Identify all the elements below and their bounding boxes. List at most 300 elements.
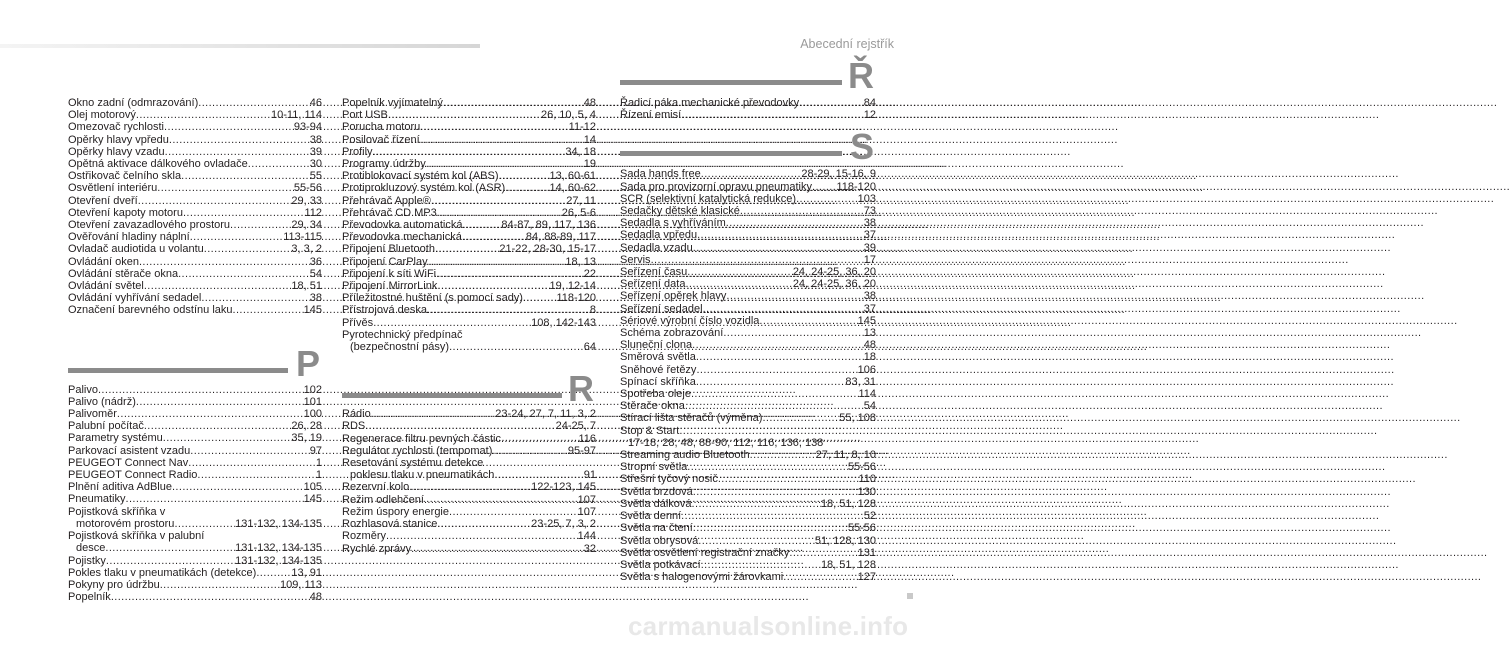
section-rule xyxy=(68,368,288,373)
entry-name: Sada hands free xyxy=(620,168,701,181)
leader-dots xyxy=(427,304,589,316)
leader-dots xyxy=(449,341,583,353)
entry-page: 48 xyxy=(583,97,596,109)
entry-page: 114 xyxy=(858,388,876,401)
leader-dots xyxy=(105,542,234,554)
index-entry xyxy=(68,304,322,316)
entry-name: Ostřikovač čelního skla xyxy=(68,170,182,183)
leader-dots xyxy=(685,278,791,290)
leader-dots xyxy=(750,449,815,461)
leader-dots xyxy=(190,231,283,243)
index-entry xyxy=(342,207,596,219)
leader-dots xyxy=(696,364,856,376)
index-entry xyxy=(620,205,876,217)
leader-dots xyxy=(204,243,291,255)
section-header-rr xyxy=(620,55,876,96)
entry-page: 144 xyxy=(577,530,596,543)
entry-name: Světla na čtení xyxy=(620,522,693,535)
section-letter: S xyxy=(849,126,874,168)
index-entry xyxy=(342,494,596,506)
leader-dots xyxy=(698,535,814,547)
entry-page: 18, 51, 128 xyxy=(820,497,876,510)
leader-dots xyxy=(692,498,820,510)
corner-marker xyxy=(907,593,913,599)
entry-page: 38 xyxy=(309,292,322,305)
entry-name: Protiprokluzový systém kol (ASR) xyxy=(342,182,506,195)
leader-dots xyxy=(789,547,856,559)
entry-name: Režim úspory energie xyxy=(342,505,449,518)
section-rule xyxy=(342,393,562,398)
entry-page: 28-29, 15-16, 9 xyxy=(801,168,876,181)
entry-name: Převodovka automatická xyxy=(342,219,463,232)
entry-name: Přívěs xyxy=(342,316,374,329)
leader-dots xyxy=(696,376,845,388)
index-entry xyxy=(620,412,876,424)
entry-name: Ovládání stěrače okna xyxy=(68,267,179,280)
index-entry xyxy=(68,158,322,170)
leader-dots xyxy=(718,473,858,485)
section-letter: P xyxy=(295,342,320,384)
index-entry xyxy=(620,486,876,498)
leader-dots xyxy=(428,256,565,268)
entry-page: 21-22, 28-30, 15-17 xyxy=(499,243,596,256)
index-entry xyxy=(342,518,596,530)
entry-name: Sedadla vzadu xyxy=(620,241,693,254)
entry-page: 55 xyxy=(309,170,322,183)
page-header-title: Abecední rejstřík xyxy=(800,37,894,51)
leader-dots xyxy=(373,317,530,329)
index-group-s-rest xyxy=(620,449,876,583)
index-entry xyxy=(68,396,322,408)
leader-dots xyxy=(111,591,309,603)
entry-page: 18, 13 xyxy=(565,255,596,268)
entry-page: 1 xyxy=(315,469,322,482)
entry-page: 32 xyxy=(583,542,596,555)
entry-name: Otevření kapoty motoru xyxy=(68,206,183,219)
entry-page: 83, 31 xyxy=(845,375,876,388)
entry-page: 24, 24-25, 36, 20 xyxy=(792,278,876,291)
index-entry xyxy=(620,303,876,315)
index-entry xyxy=(342,121,596,133)
index-entry xyxy=(620,559,876,571)
leader-dots xyxy=(492,445,566,457)
leader-dots xyxy=(157,182,293,194)
entry-page: 54 xyxy=(863,400,876,413)
index-entry xyxy=(342,109,596,121)
entry-name: Ovladač audiotida u volantu xyxy=(68,243,204,256)
index-entry-heading: Pojistková skříňka v xyxy=(68,505,166,518)
index-entry xyxy=(620,315,876,327)
index-entry xyxy=(68,231,322,243)
index-entry xyxy=(68,170,322,182)
entry-name: Parametry systému xyxy=(68,432,163,445)
leader-dots xyxy=(701,559,820,571)
index-entry xyxy=(620,327,876,339)
index-entry xyxy=(342,243,596,255)
entry-page: 100 xyxy=(303,408,322,421)
entry-name: Stop & Start xyxy=(620,424,680,437)
section-rule xyxy=(620,80,842,85)
entry-name: Porucha motoru xyxy=(342,121,421,134)
index-entry xyxy=(68,445,322,457)
entry-page: 110 xyxy=(858,473,876,486)
entry-page: 52 xyxy=(863,510,876,523)
leader-dots xyxy=(386,530,577,542)
index-entry xyxy=(68,481,322,493)
entry-page: 107 xyxy=(577,493,596,506)
leader-dots xyxy=(248,158,309,170)
entry-page: 27, 11 xyxy=(566,194,596,207)
entry-page: 112 xyxy=(304,206,322,219)
leader-dots xyxy=(165,146,309,158)
entry-page: 37 xyxy=(863,302,876,315)
index-entry xyxy=(68,542,322,554)
entry-page: 35, 19 xyxy=(291,432,322,445)
entry-page: 8 xyxy=(589,304,596,317)
leader-dots xyxy=(443,97,583,109)
index-group-r xyxy=(342,408,596,457)
entry-page: 22 xyxy=(583,267,596,280)
index-entry xyxy=(620,388,876,400)
index-entry xyxy=(342,256,596,268)
entry-page: 24, 24-25, 36, 20 xyxy=(792,266,876,279)
entry-name: Světla potkávací xyxy=(620,558,701,571)
leader-dots xyxy=(449,506,577,518)
leader-dots xyxy=(687,266,792,278)
entry-name: Světla osvětlení registrační značky xyxy=(620,546,790,559)
leader-dots xyxy=(106,555,234,567)
entry-name: (bezpečnostní pásy) xyxy=(350,341,450,354)
entry-page: 122-123, 145 xyxy=(531,481,596,494)
entry-name: Palivo (nádrž) xyxy=(68,395,136,408)
index-entry xyxy=(68,109,322,121)
entry-name: Ovládání vyhřívání sedadel xyxy=(68,292,202,305)
leader-dots xyxy=(523,292,555,304)
entry-name: Střešní tyčový nosič xyxy=(620,473,718,486)
index-entry xyxy=(342,304,596,316)
entry-page: 26, 10, 5, 4 xyxy=(540,109,596,122)
entry-name: Pokles tlaku v pneumatikách (detekce) xyxy=(68,566,257,579)
index-entry xyxy=(68,219,322,231)
entry-page: 27, 11, 8, 10 xyxy=(815,449,876,462)
entry-name: Světla brzdová xyxy=(620,485,693,498)
entry-page: 13, 60-61 xyxy=(549,170,596,183)
index-entry xyxy=(342,219,596,231)
index-entry xyxy=(342,268,596,280)
entry-name: SCR (selektivní katalytická redukce) xyxy=(620,192,797,205)
leader-dots xyxy=(117,408,303,420)
entry-page: 23-24, 27, 7, 11, 3, 2 xyxy=(495,408,596,421)
index-entry xyxy=(620,217,876,229)
entry-page: 26, 28 xyxy=(291,420,322,433)
entry-name: Posilovač řízení xyxy=(342,133,420,146)
index-entry xyxy=(620,400,876,412)
index-entry xyxy=(68,207,322,219)
index-entry-heading: Pyrotechnický předpínač xyxy=(342,328,463,341)
entry-page: 38 xyxy=(863,290,876,303)
leader-dots xyxy=(651,254,863,266)
leader-dots xyxy=(696,351,863,363)
entry-name: Sedačky dětské klasické xyxy=(620,205,740,218)
entry-name: Osvětlení interiéru xyxy=(68,182,158,195)
entry-name: Palivo xyxy=(68,383,98,396)
entry-name: Popelník vyjímatelný xyxy=(342,97,443,109)
leader-dots xyxy=(436,268,583,280)
leader-dots xyxy=(138,195,291,207)
entry-page: 19, 12-14 xyxy=(549,280,596,293)
entry-name: Omezovač rychlosti xyxy=(68,121,164,134)
entry-page: 34, 18 xyxy=(565,145,596,158)
leader-dots xyxy=(198,97,309,109)
index-entry xyxy=(68,280,322,292)
entry-name: Světla obrysová xyxy=(620,534,699,547)
entry-page: 18, 51, 128 xyxy=(820,558,876,571)
index-entry xyxy=(620,522,876,534)
index-column-1 xyxy=(68,97,322,603)
entry-page: 14 xyxy=(583,133,596,146)
leader-dots xyxy=(693,242,863,254)
entry-page: 55-56 xyxy=(293,182,322,195)
entry-page: 84 xyxy=(863,97,876,109)
leader-dots xyxy=(494,469,582,481)
entry-name: Sněhové řetězy xyxy=(620,363,697,376)
index-entry xyxy=(68,457,322,469)
leader-dots xyxy=(499,170,549,182)
entry-name: Přehrávač Apple® xyxy=(342,194,431,207)
entry-page: 97 xyxy=(309,444,322,457)
index-entry xyxy=(342,469,596,481)
leader-dots xyxy=(681,109,863,121)
entry-name: Palubní počítač xyxy=(68,420,144,433)
entry-page: 131-132, 134-135 xyxy=(235,517,322,530)
entry-page: 131 xyxy=(857,546,876,559)
leader-dots xyxy=(762,412,838,424)
index-entry xyxy=(68,469,322,481)
section-header-p xyxy=(68,342,322,384)
entry-page: 51, 128, 130 xyxy=(814,534,876,547)
leader-dots xyxy=(233,304,303,316)
leader-dots xyxy=(431,195,565,207)
index-entry xyxy=(342,341,596,353)
index-entry xyxy=(68,121,322,133)
leader-dots xyxy=(388,109,540,121)
entry-page: 54 xyxy=(309,267,322,280)
entry-page: 102 xyxy=(303,383,322,396)
leader-dots xyxy=(505,182,548,194)
entry-name: Pokyny pro údržbu xyxy=(68,578,160,591)
index-entry xyxy=(68,555,322,567)
index-entry xyxy=(620,498,876,510)
entry-name: Opěrky hlavy vpředu xyxy=(68,133,169,146)
entry-name: Připojení k síti WiFi xyxy=(342,267,437,280)
entry-page: 29, 33 xyxy=(291,194,322,207)
leader-dots xyxy=(424,494,577,506)
leader-dots xyxy=(174,518,234,530)
entry-page: 17 xyxy=(863,253,876,266)
leader-dots xyxy=(230,219,290,231)
index-group-r-rest xyxy=(342,481,596,554)
leader-dots xyxy=(435,243,498,255)
entry-page: 91 xyxy=(583,469,596,482)
entry-name: Otevření dveří xyxy=(68,194,138,207)
index-entry xyxy=(620,510,876,522)
entry-name: Ovládání oken xyxy=(68,255,139,268)
entry-name: Připojení CarPlay xyxy=(342,255,428,268)
entry-page: 55-56 xyxy=(847,461,876,474)
index-entry xyxy=(620,193,876,205)
entry-name: PEUGEOT Connect Radio xyxy=(68,469,198,482)
entry-page: 109, 113 xyxy=(279,578,322,591)
entry-page: 64 xyxy=(583,341,596,354)
index-entry xyxy=(620,449,876,461)
entry-page: 103 xyxy=(857,192,876,205)
index-entry xyxy=(68,384,322,396)
entry-page: 46 xyxy=(309,97,322,109)
entry-name: Sedadla vpředu xyxy=(620,229,698,242)
entry-page: 107 xyxy=(577,505,596,518)
entry-name: poklesu tlaku v pneumatikách xyxy=(350,469,495,482)
entry-name: Olej motorový xyxy=(68,109,136,122)
index-entry xyxy=(620,290,876,302)
leader-dots xyxy=(685,400,863,412)
entry-page: 13, 91 xyxy=(291,566,322,579)
leader-dots xyxy=(693,522,847,534)
index-entry xyxy=(620,571,876,583)
leader-dots xyxy=(799,97,863,109)
entry-name: PEUGEOT Connect Nav xyxy=(68,456,189,469)
index-entry xyxy=(342,420,596,432)
index-entry xyxy=(342,530,596,542)
index-entry xyxy=(342,280,596,292)
entry-name: Světla dálková xyxy=(620,497,692,510)
entry-page: 118-120 xyxy=(836,180,876,193)
entry-page: 116 xyxy=(578,432,596,445)
leader-dots xyxy=(697,229,863,241)
leader-dots xyxy=(501,433,577,445)
leader-dots xyxy=(437,207,561,219)
entry-page: 145 xyxy=(303,493,322,506)
index-entry-heading: Resetování systému detekce xyxy=(342,457,484,470)
leader-dots xyxy=(188,457,315,469)
entry-page: 18 xyxy=(863,351,876,364)
leader-dots xyxy=(172,481,303,493)
index-entry xyxy=(620,278,876,290)
index-entry xyxy=(620,535,876,547)
entry-page: 118-120 xyxy=(556,292,596,305)
entry-name: Ověřování hladiny náplní xyxy=(68,231,190,244)
entry-name: Okno zadní (odmrazování) xyxy=(68,97,199,109)
entry-name: Seřízení času xyxy=(620,266,688,279)
leader-dots xyxy=(190,445,308,457)
index-entry xyxy=(68,292,322,304)
entry-page: 23-25, 7, 3, 2 xyxy=(531,518,596,531)
entry-name: Příležitostné huštění (s pomocí sady) xyxy=(342,292,523,305)
index-entry xyxy=(342,317,596,329)
leader-dots xyxy=(726,217,863,229)
index-entry xyxy=(620,339,876,351)
header-rule xyxy=(0,44,480,48)
leader-dots xyxy=(136,396,303,408)
leader-dots xyxy=(183,207,304,219)
leader-dots xyxy=(163,432,291,444)
entry-name: Rezervní kolo xyxy=(342,481,410,494)
index-entry xyxy=(68,195,322,207)
entry-page: 38 xyxy=(863,217,876,230)
entry-name: Označení barevného odstínu laku xyxy=(68,304,233,317)
leader-dots xyxy=(420,134,583,146)
entry-page: 95-97 xyxy=(567,444,596,457)
index-entry xyxy=(342,97,596,109)
leader-dots xyxy=(160,579,279,591)
entry-page: 84, 88-89, 117 xyxy=(525,231,596,244)
entry-page: 37 xyxy=(863,229,876,242)
leader-dots xyxy=(411,543,583,555)
leader-dots xyxy=(139,256,309,268)
entry-name: Popelník xyxy=(68,591,111,604)
index-entry xyxy=(68,256,322,268)
leader-dots xyxy=(691,388,858,400)
entry-name: Pneumatiky xyxy=(68,493,126,506)
leader-dots xyxy=(409,481,530,493)
index-entry xyxy=(68,493,322,505)
index-entry xyxy=(342,170,596,182)
entry-name: Sedadla s vyhříváním xyxy=(620,217,726,230)
entry-page: 130 xyxy=(857,485,876,498)
entry-page: 48 xyxy=(863,339,876,352)
entry-name: Řízení emisí xyxy=(620,109,682,122)
leader-dots xyxy=(687,461,847,473)
entry-name: Sluneční clona xyxy=(620,339,693,352)
entry-name: Rádio xyxy=(342,408,371,421)
entry-page: 131-132, 134-135 xyxy=(235,542,322,555)
entry-name: Směrová světla xyxy=(620,351,696,364)
entry-name: Spotřeba oleje xyxy=(620,388,691,401)
entry-name: Protiblokovací systém kol (ABS) xyxy=(342,170,499,183)
entry-page: 39 xyxy=(309,145,322,158)
leader-dots xyxy=(144,280,291,292)
index-entry xyxy=(68,268,322,280)
index-group-o xyxy=(68,97,322,317)
entry-page: 30 xyxy=(309,158,322,171)
section-letter: R xyxy=(568,368,594,410)
watermark: carmanualsonline.info xyxy=(628,611,909,641)
index-entry xyxy=(68,97,322,109)
index-entry xyxy=(342,158,596,170)
index-entry xyxy=(620,168,876,180)
index-group-s xyxy=(620,168,876,424)
entry-name: Opěrky hlavy vzadu xyxy=(68,145,165,158)
entry-name: Připojení MirrorLink xyxy=(342,280,438,293)
entry-name: Servis xyxy=(620,253,651,266)
entry-page: 14, 60-62 xyxy=(549,182,596,195)
index-entry xyxy=(620,425,876,437)
leader-dots xyxy=(723,327,862,339)
index-entry xyxy=(68,134,322,146)
leader-dots xyxy=(169,134,309,146)
index-entry-heading: Pojistková skříňka v palubní xyxy=(68,530,205,543)
index-entry xyxy=(342,134,596,146)
index-entry xyxy=(342,481,596,493)
entry-name: Programy údržby xyxy=(342,158,426,171)
leader-dots xyxy=(197,469,314,481)
leader-dots xyxy=(462,231,525,243)
entry-name: Rozhlasová stanice xyxy=(342,518,438,531)
leader-dots xyxy=(692,339,863,351)
index-entry xyxy=(620,181,876,193)
entry-name: Převodovka mechanická xyxy=(342,231,462,244)
entry-page: 106 xyxy=(857,363,876,376)
entry-name: Stropní světla xyxy=(620,461,688,474)
